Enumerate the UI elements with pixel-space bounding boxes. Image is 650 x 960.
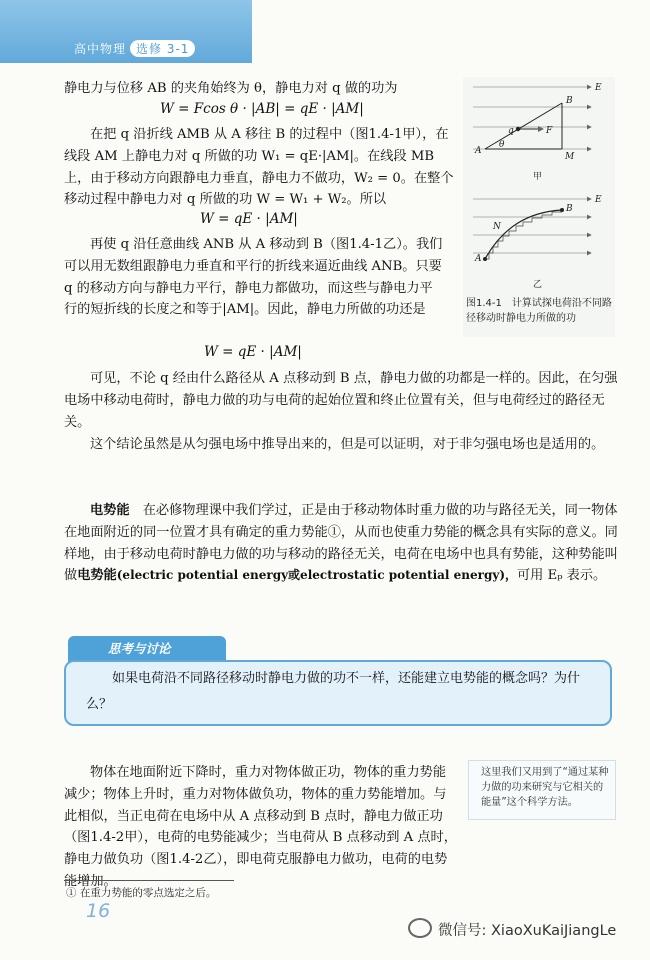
- label-a-b: A: [475, 254, 482, 264]
- watermark-text: 微信号: XiaoXuKaiJiangLe: [438, 923, 617, 939]
- label-e-a: E: [595, 83, 602, 93]
- term-potential-energy-2: 电势能: [77, 568, 117, 584]
- subfigure-a-label: 甲: [533, 172, 543, 182]
- figure-1-4-1: [463, 77, 615, 297]
- formula-1: W = Fcos θ · |AB| = qE · |AM|: [160, 101, 364, 117]
- term-english: (electric potential energy或electrostatic potential energy)，: [116, 568, 517, 583]
- header-subject: [74, 40, 195, 57]
- label-f: F: [546, 126, 553, 136]
- formula-2: W = qE · |AM|: [200, 211, 298, 227]
- wechat-icon: [408, 918, 432, 938]
- paragraph-5: 这个结论虽然是从匀强电场中推导出来的，但是可以证明，对于非匀强电场也是适用的。: [90, 437, 605, 452]
- header-module: 选修 3-1: [130, 40, 195, 57]
- page-number: 16: [86, 900, 111, 922]
- point-b-b: [560, 208, 564, 212]
- paragraph-7: 物体在地面附近下降时，重力对物体做正功，物体的重力势能减少；物体上升时，重力对物体做负功，物体的重力势能增加。与此相似，当正电荷在电场中从 A 点移动到 B 点时，静电力做正功（图1.4-2甲），电荷的电势能减少；当电荷从 B 点移动到 A 点时，静电力做负功（图1.4-2乙），即电荷克服静电力做功，电荷的电势能增加。: [64, 765, 457, 889]
- paragraph-3: 再使 q 沿任意曲线 ANB 从 A 移动到 B（图1.4-1乙）。我们可以用无数组跟静电力垂直和平行的折线来逼近曲线 ANB。只要 q 的移动方向与静电力平行，静电力都做功，而这些与静电力平行的短折线的长度之和等于|AM|。因此，静电力所做的功还是: [64, 237, 443, 318]
- header-subject-text: 高中物理: [74, 42, 127, 56]
- think-discuss-title: 思考与讨论: [68, 636, 226, 662]
- subfigure-b-label: 乙: [533, 280, 543, 290]
- label-e-b: E: [595, 195, 602, 205]
- paragraph-6-text: 在必修物理课中我们学过，正是由于移动物体时重力做的功与路径无关，同一物体在地面附近的同一位置才具有确定的重力势能①，从而也使重力势能的概念具有实际的意义。同样地，由于移动电荷时静电力做的功与移动的路径无关，电荷在电场中也具有势能，这种势能叫做: [64, 503, 618, 584]
- figure-caption: 图1.4-1 计算试探电荷沿不同路径移动时静电力所做的功: [466, 298, 612, 324]
- label-q: q: [508, 126, 514, 136]
- charge-q-dot: [516, 127, 520, 131]
- field-lines-a: [473, 87, 591, 149]
- label-b-a: B: [566, 96, 573, 106]
- paragraph-2: 在把 q 沿折线 AMB 从 A 移往 B 的过程中（图1.4-1甲），在线段 AM 上静电力对 q 所做的功 W₁ = qE·|AM|。在线段 MB 上，由于移动方向跟静电力垂直，静电力不做功，W₂ = 0。在整个移动过程中静电力对 q 所做的功 W = W₁ + W₂。所以: [64, 127, 454, 208]
- label-b-b: B: [566, 204, 573, 214]
- paragraph-1: 静电力与位移 AB 的夹角始终为 θ，静电力对 q 做的功为: [64, 81, 398, 96]
- label-m: M: [565, 152, 575, 162]
- watermark: [408, 918, 616, 940]
- formula-3: W = qE · |AM|: [204, 344, 302, 360]
- footnote: ① 在重力势能的零点选定之后。: [66, 887, 217, 899]
- paragraph-6: [64, 500, 624, 587]
- label-a-a: A: [475, 146, 482, 156]
- footnote-divider: [64, 880, 234, 881]
- paragraph-6-end: 可用 Eₚ 表示。: [517, 568, 607, 584]
- label-theta: θ: [499, 140, 505, 150]
- header-banner: [0, 0, 252, 63]
- staircase-approximation: [485, 212, 562, 259]
- paragraph-4: 可见，不论 q 经由什么路径从 A 点移动到 B 点，静电力做的功都是一样的。因此，在匀强电场中移动电荷时，静电力做的功与电荷的起始位置和终止位置有关，但与电荷经过的路径无关。: [64, 371, 618, 430]
- think-discuss-text: 如果电荷沿不同路径移动时静电力做的功不一样，还能建立电势能的概念吗？为什么？: [86, 671, 581, 712]
- field-lines-b: [473, 199, 591, 253]
- side-note: 这里我们又用到了“通过某种力做的功来研究与它相关的能量”这个科学方法。: [468, 760, 616, 820]
- point-a-b: [483, 257, 487, 261]
- term-potential-energy: 电势能: [90, 503, 130, 518]
- label-n: N: [493, 222, 501, 232]
